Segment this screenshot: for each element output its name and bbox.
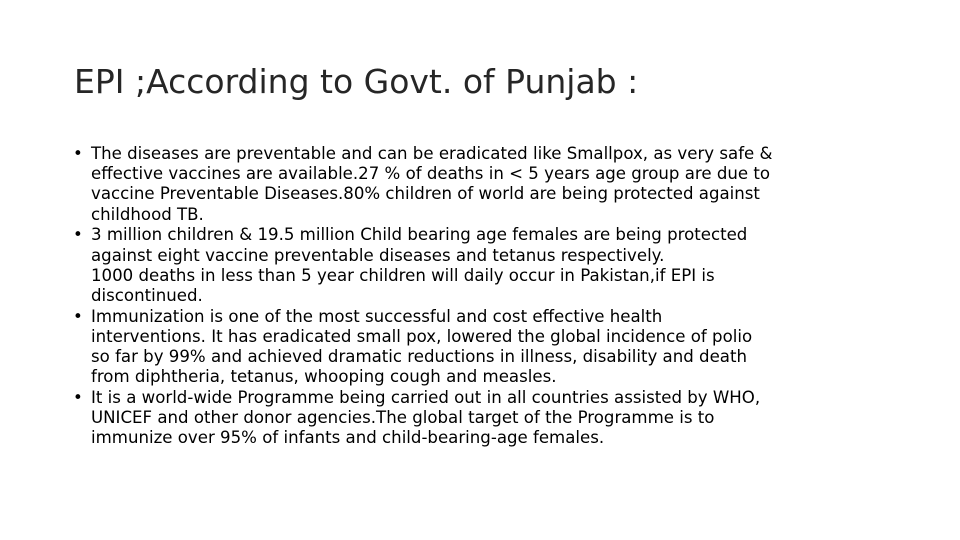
bullet-text-line: so far by 99% and achieved dramatic reductions in illness, disability and death [91,347,747,367]
bullet-text-line: immunize over 95% of infants and child-bearing-age females. [91,428,605,448]
bullet-marker: • [73,144,83,163]
bullet-text-line: 3 million children & 19.5 million Child bearing age females are being protected [91,225,748,245]
bullet-text-line: The diseases are preventable and can be eradicated like Smallpox, as very safe & [91,144,773,163]
bullet-text-line: from diphtheria, tetanus, whooping cough and measles. [91,367,557,387]
slide-title: EPI ;According to Govt. of Punjab : [74,62,639,101]
bullet-text-line: Immunization is one of the most successful and cost effective health [91,306,663,326]
bullet-item-3 [73,307,888,388]
bullet-marker: • [73,225,83,245]
bullet-item-2 [73,225,888,306]
bullet-text-line: It is a world-wide Programme being carried out in all countries assisted by WHO, [91,387,761,407]
bullet-text-line: against eight vaccine preventable diseases and tetanus respectively. [91,245,665,265]
bullet-list [73,144,888,449]
bullet-item-4 [73,388,888,449]
bullet-text-line: 1000 deaths in less than 5 year children will daily occur in Pakistan,if EPI is [91,265,715,285]
bullet-text-line: childhood TB. [91,204,204,224]
bullet-marker: • [73,306,83,326]
bullet-item-1 [73,144,888,225]
bullet-marker: • [73,387,83,407]
bullet-text-line: effective vaccines are available.27 % of deaths in < 5 years age group are due to [91,164,771,184]
bullet-text-line: vaccine Preventable Diseases.80% children of world are being protected against [91,184,760,204]
bullet-text-line: discontinued. [91,285,203,305]
bullet-text-line: UNICEF and other donor agencies.The global target of the Programme is to [91,408,715,428]
bullet-text-line: interventions. It has eradicated small pox, lowered the global incidence of polio [91,326,753,346]
